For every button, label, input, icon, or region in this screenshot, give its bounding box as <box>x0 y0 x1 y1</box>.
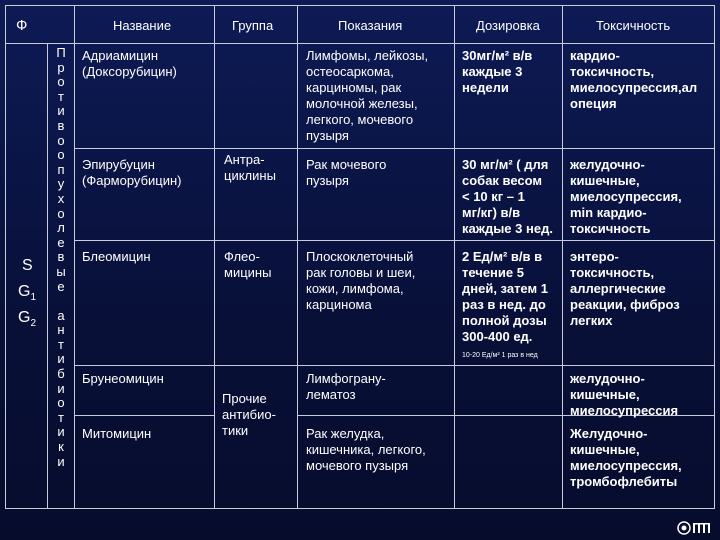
grid-v2 <box>74 5 75 508</box>
row3-indications: Плоскоклеточный рак головы и шеи, кожи, лимфома, карцинома <box>306 249 416 312</box>
phase-g1: $G_1$ <box>18 283 37 304</box>
phase-s: S <box>22 257 33 274</box>
group-other: Прочие антибио- тики <box>222 391 276 438</box>
row4-name: Брунеомицин <box>82 371 164 386</box>
grid-h-row2 <box>74 240 157 241</box>
row5-toxicity: Желудочно- кишечные, миелосупрессия, тромбофлебиты <box>570 426 682 489</box>
row2-toxicity: желудочно- кишечные, миелосупрессия, min кардио- токсичность <box>570 157 682 236</box>
header-phase: Ф <box>16 17 28 34</box>
grid-left <box>5 5 6 508</box>
grid-v1 <box>47 43 48 508</box>
grid-v5 <box>454 5 455 508</box>
header-indications: Показания <box>338 18 403 33</box>
grid-right <box>714 5 715 508</box>
grid-h-row4 <box>74 415 214 416</box>
row1-name: Адриамицин (Доксорубицин) <box>82 48 177 79</box>
category-vertical: П р о т и в о о п у х о л е в ы е а н т и б и о т и к и <box>56 45 66 469</box>
row1-toxicity: кардио- токсичность, миелосупрессия,ал опеция <box>570 48 698 111</box>
grid-header-bottom <box>5 43 715 44</box>
grid-v4 <box>297 5 298 508</box>
grid-v3 <box>214 5 215 508</box>
header-dosage: Дозировка <box>476 18 540 33</box>
header-name: Название <box>113 18 172 33</box>
row3-dosage: 2 Ед/м² в/в в течение 5 дней, затем 1 раз в нед. до полной дозы 300-400 ед. <box>462 249 548 344</box>
row3-dosage-note: 10-20 Ед/м² 1 раз в нед <box>462 352 538 359</box>
group-anthracyclines: Антра- циклины <box>224 152 276 183</box>
header-group: Группа <box>232 18 274 33</box>
row2-indications: Рак мочевого пузыря <box>306 157 387 188</box>
institution-logo-icon <box>677 520 717 536</box>
group-phleomycins: Флео- мицины <box>224 249 272 280</box>
row5-indications: Рак желудка, кишечника, легкого, мочевого пузыря <box>306 426 426 473</box>
grid-v6 <box>562 5 563 508</box>
row4-toxicity: желудочно- кишечные, миелосупрессия <box>570 371 679 418</box>
header-toxicity: Токсичность <box>596 18 671 33</box>
grid-h-row2c <box>157 240 214 241</box>
grid-h-row1 <box>74 148 714 149</box>
row3-name: Блеомицин <box>82 249 151 264</box>
grid-h-row2b <box>214 240 714 241</box>
grid-bottom <box>5 508 715 509</box>
grid-h-row3 <box>74 365 714 366</box>
row5-name: Митомицин <box>82 426 152 441</box>
row1-dosage: 30мг/м² в/в каждые 3 недели <box>462 48 533 95</box>
row4-indications: Лимфограну- лематоз <box>306 371 386 402</box>
grid-top <box>5 5 715 6</box>
row2-dosage: 30 мг/м² ( для собак весом < 10 кг – 1 мг/кг) в/в каждые 3 нед. <box>462 157 553 236</box>
row2-name: Эпирубуцин (Фарморубицин) <box>82 157 182 188</box>
row1-indications: Лимфомы, лейкозы, остеосаркома, карциномы, рак молочной железы, легкого, мочевого пузыря <box>306 48 429 143</box>
phase-g2: $G_2$ <box>18 309 37 330</box>
row3-toxicity: энтеро- токсичность, аллергические реакции, фиброз легких <box>570 249 680 328</box>
